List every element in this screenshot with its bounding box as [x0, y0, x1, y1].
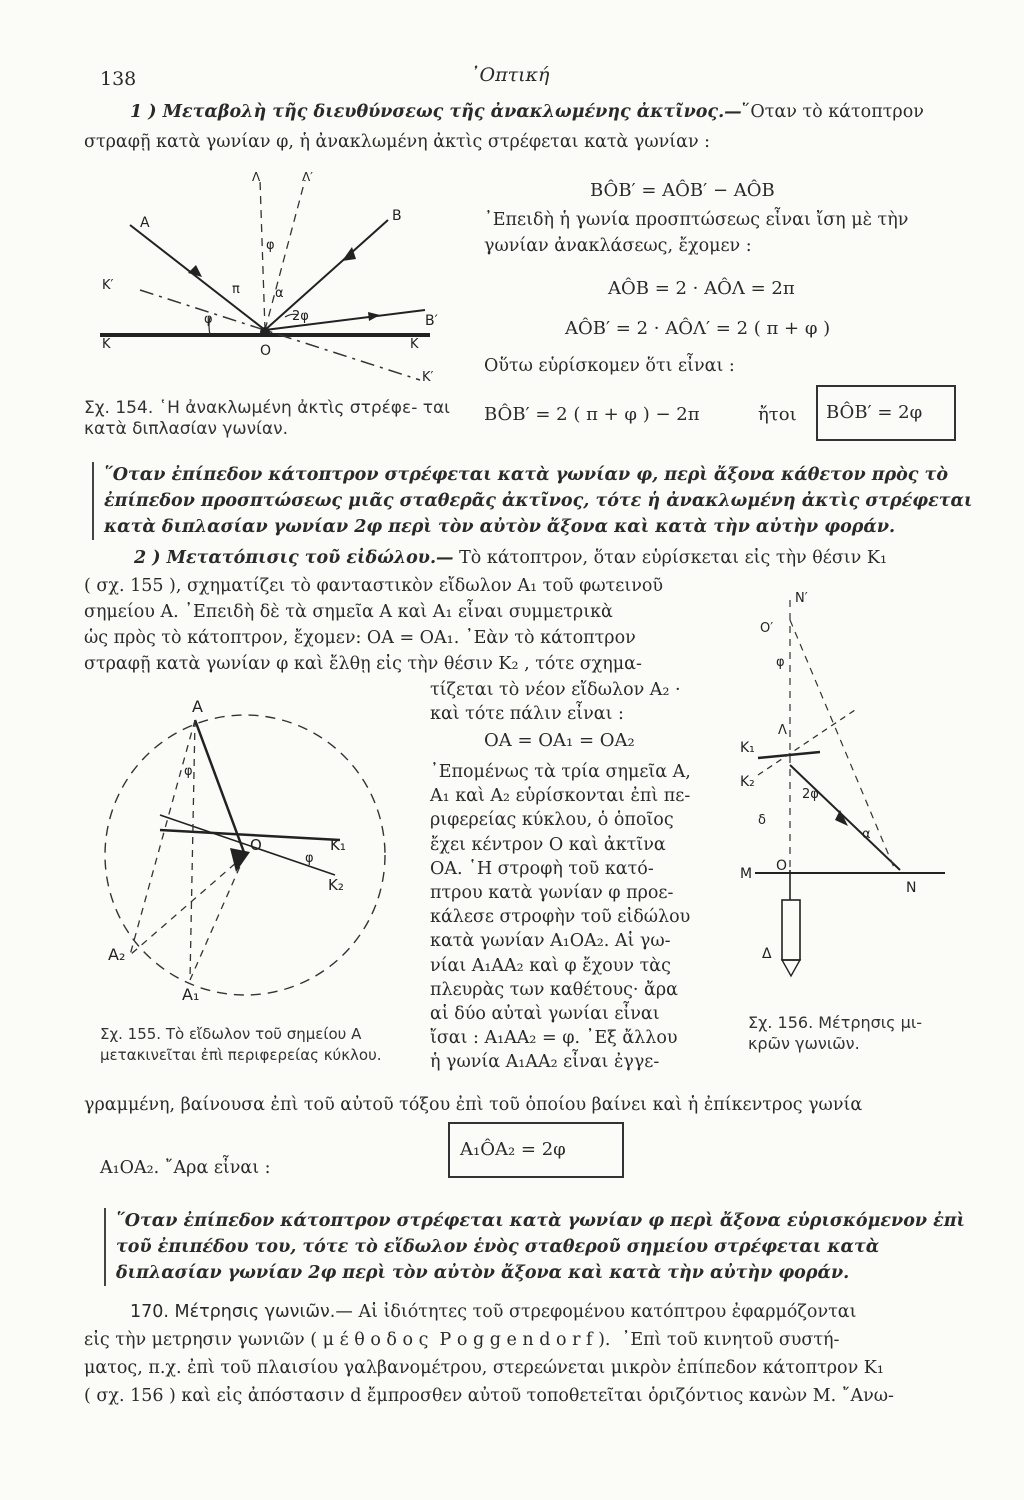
mirror-K2 — [160, 815, 335, 875]
section-170-title: 170. Μέτρησις γωνιῶν.— — [130, 1302, 353, 1322]
section-2-line1 — [134, 546, 964, 570]
col-line-1: ᾿Επομένως τὰ τρία σημεῖα Α, — [430, 762, 691, 782]
label-2phi: 2φ — [292, 309, 309, 324]
dashed-to-Np — [790, 620, 895, 870]
label-K2: K₂ — [328, 876, 344, 894]
label-A1: A₁ — [182, 985, 200, 1004]
caption-154: Σχ. 154. ῾Η ἀνακλωμένη ἀκτὶς στρέφε- ται κατὰ διπλασίαν γωνίαν. — [84, 398, 450, 439]
section-2-full2: Α₁ΟΑ₂. ῎Αρα εἶναι : — [100, 1158, 271, 1178]
label-phi: φ — [204, 312, 213, 327]
label-L: Λ — [252, 170, 261, 184]
hence-word: ἤτοι — [758, 404, 797, 425]
col-line-12: ἴσαι : Α₁ΑΑ₂ = φ. ᾿Εξ ἄλλου — [430, 1028, 678, 1049]
since-line-1: ᾿Επειδὴ ἡ γωνία προσπτώσεως εἶναι ἴση μὲ τὴν — [484, 210, 909, 230]
boxed-result-2: Α₁ÔΑ₂ = 2φ — [448, 1122, 624, 1178]
col-line-4: ἔχει κέντρον Ο καὶ ἀκτῖνα — [430, 834, 666, 855]
mirror-K2 — [758, 710, 855, 775]
section-2-l7: καὶ τότε πάλιν εἶναι : — [430, 704, 624, 724]
label-Bp: B′ — [425, 313, 438, 329]
section-1-line2: στραφῇ κατὰ γωνίαν φ, ἡ ἀνακλωμένη ἀκτὶς στρέφεται κατὰ γωνίαν : — [84, 132, 711, 152]
reflected-ray-Bp — [265, 310, 425, 330]
section-170-l3: ματος, π.χ. ἐπὶ τοῦ πλαισίου γαλβανομέτρου, στερεώνεται μικρὸν ἐπίπεδον κάτοπτρον Κ₁ — [84, 1358, 884, 1378]
label-N: N — [906, 880, 917, 896]
col-line-7: κάλεσε στροφὴν τοῦ εἰδώλου — [430, 907, 691, 928]
segment-OA1 — [190, 855, 245, 980]
section-1-heading — [130, 100, 960, 124]
section-2-full1: γραμμένη, βαίνουσα ἐπὶ τοῦ αὐτοῦ τόξου ἐπὶ τοῦ ὁποίου βαίνει καὶ ἡ ἐπίκεντρος γωνία — [84, 1095, 863, 1115]
label-O: O — [250, 836, 262, 854]
label-A: A — [192, 697, 203, 716]
reflected-arrow-B — [342, 247, 356, 261]
center-mark — [230, 848, 250, 872]
section-2-title: 2 ) Μετατόπισις τοῦ εἰδώλου.— — [134, 548, 454, 568]
since-line-2: γωνίαν ἀνακλάσεως, ἔχομεν : — [484, 236, 752, 256]
label-O: O — [260, 343, 272, 359]
label-Np: N′ — [795, 591, 808, 606]
equation-4: BÔB′ = 2 ( π + φ ) − 2π — [484, 404, 700, 425]
section-170-line1 — [130, 1300, 970, 1324]
section-170-l4: ( σχ. 156 ) καὶ εἰς ἀπόστασιν d ἔμπροσθεν αὐτοῦ τοποθετεῖται ὁριζόντιος κανὼν Μ. ῎Ανω- — [84, 1386, 894, 1406]
figure-155 — [100, 690, 420, 1020]
col-line-2: Α₁ καὶ Α₂ εὑρίσκονται ἐπὶ πε- — [430, 786, 691, 807]
label-D: Δ — [762, 946, 772, 962]
label-K-right: K — [410, 337, 419, 352]
segment-AA1 — [190, 720, 195, 980]
label-phi-top: φ — [266, 238, 275, 253]
label-2phi: 2φ — [802, 787, 819, 802]
section-2-l5: στραφῇ κατὰ γωνίαν φ καὶ ἔλθῃ εἰς τὴν θέσιν Κ₂ , τότε σχημα- — [84, 654, 642, 674]
section-1-line1: ῞Οταν τὸ κάτοπτρον — [741, 102, 924, 122]
label-Kp-right: K′ — [422, 370, 434, 385]
label-O: O — [776, 858, 788, 874]
label-Lp: Λ′ — [302, 170, 313, 184]
segment-AA2 — [130, 720, 195, 955]
label-M: M — [740, 866, 753, 882]
line-to-N — [790, 765, 900, 870]
caption-155: Σχ. 155. Τὸ εἴδωλον τοῦ σημείου Α μετακινεῖται ἐπὶ περιφερείας κύκλου. — [100, 1025, 382, 1064]
label-pi: π — [232, 282, 240, 297]
section-2-l3: σημείου Α. ᾿Επειδὴ δὲ τὰ σημεῖα Α καὶ Α₁ εἶναι συμμετρικὰ — [84, 602, 613, 622]
label-phi-left: φ — [184, 764, 193, 779]
section-2-l6: τίζεται τὸ νέον εἴδωλον Α₂ · — [430, 680, 681, 700]
label-phi: φ — [776, 655, 785, 670]
col-line-11: αἱ δύο αὐταὶ γωνίαι εἶναι — [430, 1004, 660, 1025]
point-O — [260, 327, 270, 337]
section-1-title: 1 ) Μεταβολὴ τῆς διευθύνσεως τῆς ἀνακλωμένης ἀκτῖνος.— — [130, 102, 742, 122]
section-170-l2: εἰς τὴν μετρησιν γωνιῶν ( μ έ θ ο δ ο ς P o g g e n d o r f ). ᾿Επὶ τοῦ κινητοῦ συστή- — [84, 1330, 840, 1350]
label-B: B — [392, 208, 402, 224]
telescope-tip — [782, 960, 800, 976]
rule-2: ῞Οταν ἐπίπεδον κάτοπτρον στρέφεται κατὰ γωνίαν φ περὶ ἄξονα εὑρισκόμενον ἐπὶ τοῦ ἐπιπέδου του, τότε τὸ εἴδωλον ἑνὸς σταθεροῦ σημείου στρέφεται κατὰ διπλασίαν γωνίαν 2φ περὶ τὸν αὐτὸν ἄξονα καὶ κατὰ τὴν αὐτὴν φοράν. — [104, 1208, 976, 1286]
section-2-l4: ὡς πρὸς τὸ κάτοπτρον, ἔχομεν: ΟΑ = ΟΑ₁. ᾿Εὰν τὸ κάτοπτρον — [84, 628, 636, 648]
boxed-result-1: BÔB′ = 2φ — [816, 385, 956, 441]
label-Kp-left: K′ — [102, 278, 114, 293]
section-2-column — [430, 760, 740, 1075]
normal-line-rotated — [265, 180, 305, 330]
figure-156 — [740, 580, 950, 990]
equation-oa: ΟΑ = ΟΑ₁ = ΟΑ₂ — [484, 730, 635, 751]
running-head: ᾿Οπτική — [470, 64, 550, 86]
equation-2: AÔB = 2 · AÔΛ = 2π — [608, 278, 795, 299]
label-A2: A₂ — [108, 945, 126, 964]
equation-1: BÔB′ = AÔB′ − AÔB — [590, 180, 775, 201]
col-line-5: ΟΑ. ῾Η στροφὴ τοῦ κατό- — [430, 858, 654, 879]
section-2-l1: Τὸ κάτοπτρον, ὅταν εὑρίσκεται εἰς τὴν θέσιν Κ₁ — [459, 548, 887, 568]
label-alpha: α — [862, 827, 871, 842]
segment-OA2 — [130, 855, 245, 955]
col-line-9: νίαι Α₁ΑΑ₂ καὶ φ ἔχουν τὰς — [430, 955, 671, 976]
section-2-l2: ( σχ. 155 ), σχηματίζει τὸ φανταστικὸν εἴδωλον Α₁ τοῦ φωτεινοῦ — [84, 576, 664, 596]
rule-1: ῞Οταν ἐπίπεδον κάτοπτρον στρέφεται κατὰ γωνίαν φ, περὶ ἄξονα κάθετον πρὸς τὸ ἐπίπεδον προσπτώσεως μιᾶς σταθερᾶς ἀκτῖνος, τότε ἡ ἀνακλωμένη ἀκτὶς στρέφεται κατὰ διπλασίαν γωνίαν 2φ περὶ τὸν αὐτὸν ἄξονα καὶ κατὰ τὴν αὐτὴν φοράν. — [92, 462, 974, 540]
caption-156: Σχ. 156. Μέτρησις μι- κρῶν γωνιῶν. — [748, 1013, 923, 1053]
equation-3: AÔB′ = 2 · AÔΛ′ = 2 ( π + φ ) — [565, 318, 831, 339]
col-line-6: πτρου κατὰ γωνίαν φ προε- — [430, 883, 674, 904]
label-phi-right: φ — [305, 851, 314, 866]
find-line: Οὕτω εὑρίσκομεν ὅτι εἶναι : — [484, 356, 735, 376]
label-L: Λ — [778, 723, 787, 738]
telescope — [782, 900, 800, 960]
figure-154 — [80, 165, 460, 395]
col-line-3: ριφερείας κύκλου, ὁ ὁποῖος — [430, 810, 674, 831]
label-a: α — [275, 286, 284, 301]
label-K1: K₁ — [740, 740, 755, 756]
col-line-13: ἡ γωνία Α₁ΑΑ₂ εἶναι ἐγγε- — [430, 1052, 660, 1073]
label-K1: K₁ — [330, 836, 346, 854]
label-K-left: K — [102, 337, 111, 352]
col-line-8: κατὰ γωνίαν Α₁ΟΑ₂. Αἱ γω- — [430, 931, 671, 952]
col-line-10: πλευρὰς των καθέτους· ἄρα — [430, 979, 678, 1000]
page-number: 138 — [100, 68, 137, 90]
label-O1: O′ — [760, 621, 774, 636]
label-K2: K₂ — [740, 774, 755, 790]
label-A: A — [140, 215, 150, 231]
normal-line — [260, 180, 265, 330]
section-170-l1: Αἱ ἰδιότητες τοῦ στρεφομένου κατόπτρου ἐφαρμόζονται — [358, 1302, 857, 1322]
label-delta: δ — [758, 813, 766, 828]
incident-ray — [130, 225, 265, 330]
